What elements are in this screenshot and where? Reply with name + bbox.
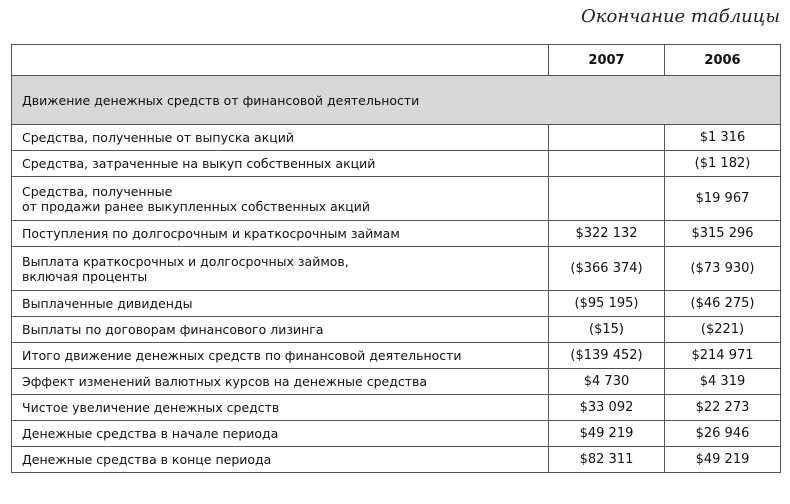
value-2006: $315 296 bbox=[665, 221, 781, 247]
table-row bbox=[12, 317, 781, 343]
row-label-line: Поступления по долгосрочным и краткосрочным займам bbox=[22, 226, 400, 241]
row-label bbox=[12, 317, 549, 343]
cash-flow-table bbox=[11, 44, 781, 473]
table-header-row bbox=[12, 45, 781, 76]
value-2006: $26 946 bbox=[665, 421, 781, 447]
year-2007-header: 2007 bbox=[549, 45, 665, 76]
row-label bbox=[12, 291, 549, 317]
row-label-line: Эффект изменений валютных курсов на денежные средства bbox=[22, 374, 428, 389]
row-label bbox=[12, 395, 549, 421]
value-2007 bbox=[549, 151, 665, 177]
table-continuation-caption: Окончание таблицы bbox=[580, 6, 780, 27]
value-2007: $33 092 bbox=[549, 395, 665, 421]
value-2007: $322 132 bbox=[549, 221, 665, 247]
row-label bbox=[12, 247, 549, 291]
table-row bbox=[12, 291, 781, 317]
value-2007: $4 730 bbox=[549, 369, 665, 395]
value-2007: $49 219 bbox=[549, 421, 665, 447]
value-2007: ($95 195) bbox=[549, 291, 665, 317]
value-2006: $49 219 bbox=[665, 447, 781, 473]
row-label-line: Чистое увеличение денежных средств bbox=[22, 400, 280, 415]
value-2006: ($1 182) bbox=[665, 151, 781, 177]
row-label-line: Выплаченные дивиденды bbox=[22, 296, 193, 311]
value-2006: $214 971 bbox=[665, 343, 781, 369]
row-label-line: Итого движение денежных средств по финансовой деятельности bbox=[22, 348, 462, 363]
row-label-line: включая проценты bbox=[22, 268, 148, 284]
row-label-line: Выплаты по договорам финансового лизинга bbox=[22, 322, 324, 337]
table-row bbox=[12, 125, 781, 151]
table-row bbox=[12, 151, 781, 177]
row-label bbox=[12, 125, 549, 151]
value-2007: ($15) bbox=[549, 317, 665, 343]
value-2007: $82 311 bbox=[549, 447, 665, 473]
row-label bbox=[12, 447, 549, 473]
value-2007 bbox=[549, 177, 665, 221]
row-label-line: Денежные средства в конце периода bbox=[22, 452, 272, 467]
row-label-line: Выплата краткосрочных и долгосрочных займов, bbox=[22, 253, 349, 269]
value-2006: ($46 275) bbox=[665, 291, 781, 317]
row-label-line: Средства, полученные bbox=[22, 183, 173, 199]
year-2006-header: 2006 bbox=[665, 45, 781, 76]
row-label bbox=[12, 151, 549, 177]
table-row bbox=[12, 421, 781, 447]
table-row bbox=[12, 447, 781, 473]
row-label bbox=[12, 221, 549, 247]
value-2006: $1 316 bbox=[665, 125, 781, 151]
value-2006: ($221) bbox=[665, 317, 781, 343]
value-2007 bbox=[549, 125, 665, 151]
row-label-line: от продажи ранее выкупленных собственных акций bbox=[22, 198, 371, 214]
section-header-row bbox=[12, 76, 781, 125]
table-row bbox=[12, 221, 781, 247]
row-label bbox=[12, 177, 549, 221]
table-row bbox=[12, 177, 781, 221]
table-row bbox=[12, 395, 781, 421]
value-2006: $22 273 bbox=[665, 395, 781, 421]
row-label bbox=[12, 343, 549, 369]
row-label bbox=[12, 369, 549, 395]
value-2007: ($139 452) bbox=[549, 343, 665, 369]
label-column-header bbox=[12, 45, 549, 76]
row-label-line: Средства, затраченные на выкуп собственных акций bbox=[22, 156, 376, 171]
value-2006: $4 319 bbox=[665, 369, 781, 395]
row-label bbox=[12, 421, 549, 447]
table-row bbox=[12, 247, 781, 291]
row-label-line: Денежные средства в начале периода bbox=[22, 426, 279, 441]
row-label-line: Средства, полученные от выпуска акций bbox=[22, 130, 295, 145]
table-row bbox=[12, 343, 781, 369]
value-2006: ($73 930) bbox=[665, 247, 781, 291]
value-2007: ($366 374) bbox=[549, 247, 665, 291]
section-title: Движение денежных средств от финансовой деятельности bbox=[12, 76, 781, 125]
value-2006: $19 967 bbox=[665, 177, 781, 221]
table-row bbox=[12, 369, 781, 395]
